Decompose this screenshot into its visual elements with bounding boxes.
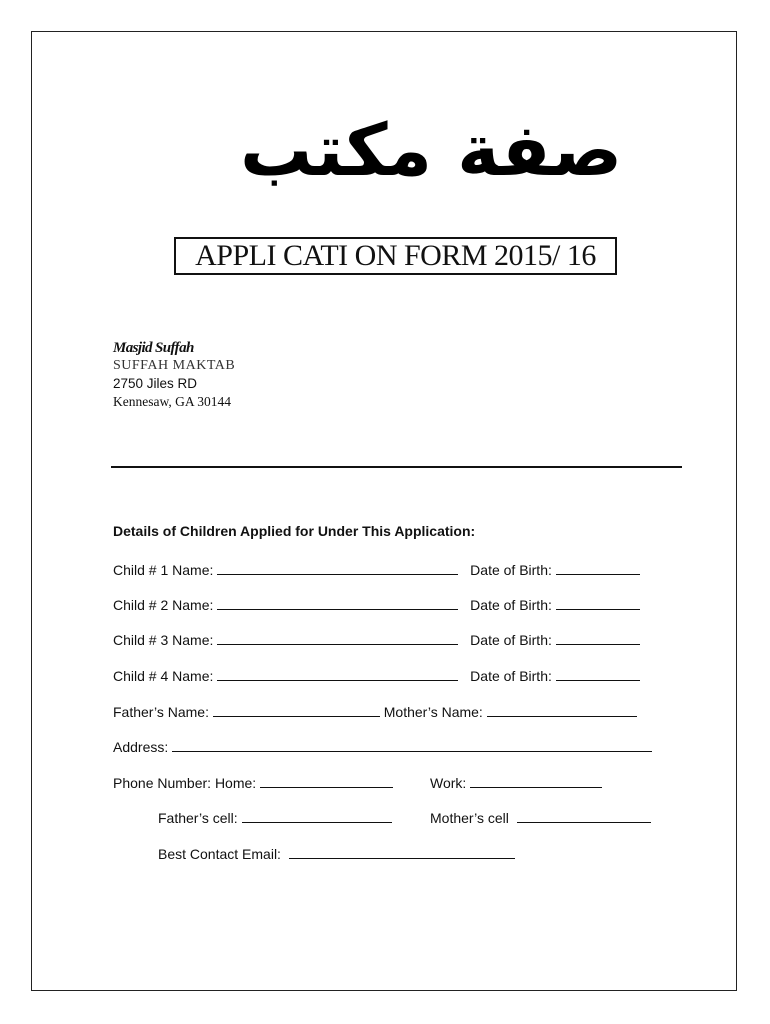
phone-work-label: Work:: [430, 775, 467, 791]
mother-cell-row: [430, 809, 651, 827]
mother-name-field[interactable]: [487, 703, 637, 717]
child-row-1: [113, 561, 640, 579]
org-name: Masjid Suffah: [113, 340, 194, 356]
phone-work-field[interactable]: [470, 774, 602, 788]
child-row-4: [113, 667, 640, 685]
child-4-dob-label: Date of Birth:: [470, 668, 552, 684]
child-1-dob-label: Date of Birth:: [470, 562, 552, 578]
address-label: Address:: [113, 739, 169, 755]
mother-cell-label: Mother’s cell: [430, 810, 509, 826]
phone-home-label: Phone Number: Home:: [113, 775, 257, 791]
maktab-logo: [240, 95, 623, 205]
header-divider: [111, 466, 682, 468]
email-row: [158, 845, 515, 863]
email-field[interactable]: [289, 845, 515, 859]
org-subtitle: SUFFAH MAKTAB: [113, 358, 236, 373]
child-1-name-label: Child # 1 Name:: [113, 562, 214, 578]
mother-name-label: Mother’s Name:: [383, 704, 483, 720]
child-4-dob-field[interactable]: [556, 667, 640, 681]
organization-address: [113, 338, 235, 410]
child-4-name-label: Child # 4 Name:: [113, 668, 214, 684]
child-3-name-label: Child # 3 Name:: [113, 632, 214, 648]
email-label: Best Contact Email:: [158, 846, 281, 862]
logo-calligraphy: صفة مكتب: [240, 108, 623, 192]
child-2-dob-label: Date of Birth:: [470, 597, 552, 613]
father-cell-field[interactable]: [242, 809, 392, 823]
form-title: APPLI CATI ON FORM 2015/ 16: [174, 237, 617, 275]
child-3-name-field[interactable]: [217, 631, 458, 645]
parents-row: [113, 703, 637, 721]
child-3-dob-label: Date of Birth:: [470, 632, 552, 648]
phone-work-row: [430, 774, 602, 792]
child-row-3: [113, 631, 640, 649]
child-4-name-field[interactable]: [217, 667, 458, 681]
child-1-name-field[interactable]: [217, 561, 458, 575]
address-field[interactable]: [172, 738, 652, 752]
org-street: 2750 Jiles RD: [113, 376, 198, 391]
org-city: Kennesaw, GA 30144: [113, 394, 231, 409]
mother-cell-field[interactable]: [517, 809, 651, 823]
child-1-dob-field[interactable]: [556, 561, 640, 575]
father-name-field[interactable]: [213, 703, 380, 717]
address-row: [113, 738, 652, 756]
section-heading: Details of Children Applied for Under This Application:: [113, 523, 476, 539]
child-2-name-field[interactable]: [217, 596, 458, 610]
child-3-dob-field[interactable]: [556, 631, 640, 645]
child-2-name-label: Child # 2 Name:: [113, 597, 214, 613]
phone-home-field[interactable]: [260, 774, 393, 788]
child-row-2: [113, 596, 640, 614]
phone-home-row: [113, 774, 393, 792]
father-cell-label: Father’s cell:: [158, 810, 238, 826]
father-cell-row: [158, 809, 392, 827]
father-name-label: Father’s Name:: [113, 704, 209, 720]
child-2-dob-field[interactable]: [556, 596, 640, 610]
